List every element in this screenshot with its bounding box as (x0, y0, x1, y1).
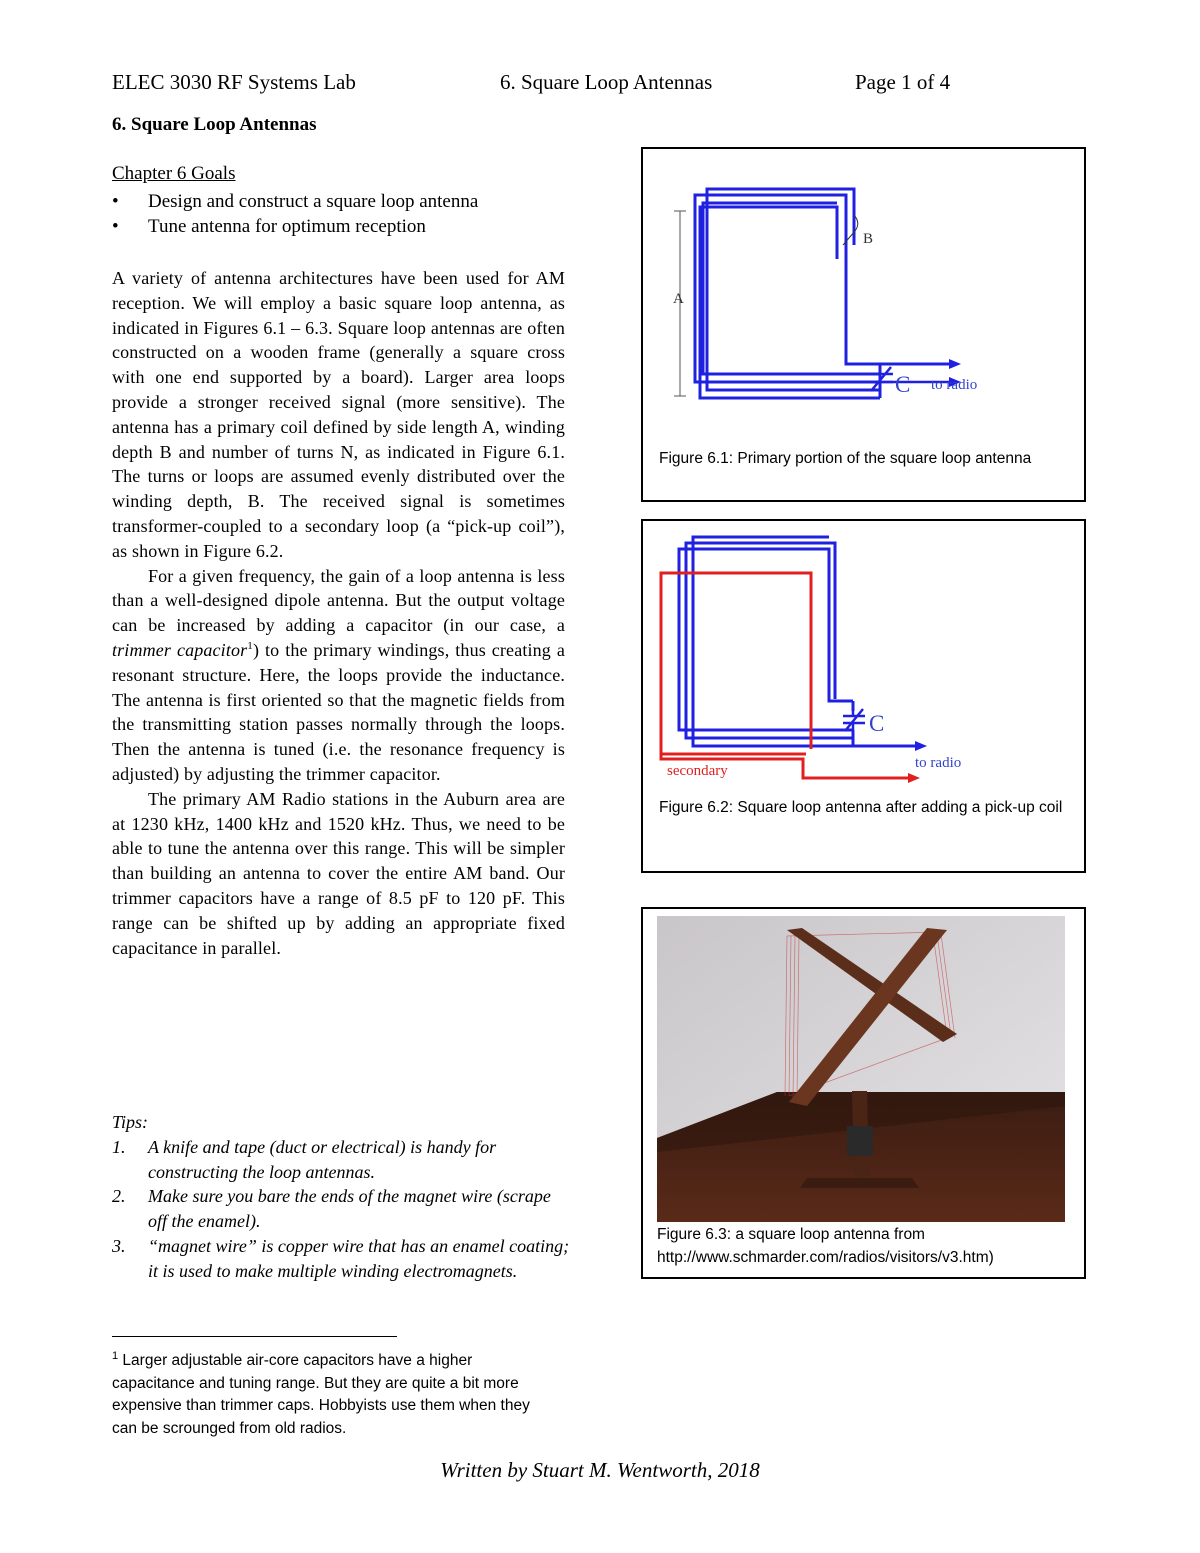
bullet-icon: • (112, 216, 119, 237)
figure-6-1 (641, 147, 1086, 502)
tip-number: 1. (112, 1136, 126, 1157)
footnote (112, 1350, 552, 1440)
goal-text: Tune antenna for optimum reception (148, 216, 426, 237)
arrow-icon (915, 741, 927, 751)
label-to-radio: to radio (915, 755, 962, 771)
primary-loops (695, 189, 953, 398)
label-to-radio: to radio (931, 377, 978, 393)
goal-text: Design and construct a square loop antenna (148, 191, 479, 212)
tip-text: Make sure you bare the ends of the magnet wire (scrape off the enamel). (148, 1186, 551, 1232)
goal-item (112, 191, 478, 213)
footnote-mark: 1 (112, 1349, 119, 1362)
page-title: 6. Square Loop Antennas (112, 114, 317, 135)
tip-item (112, 1234, 572, 1284)
arrow-icon (908, 773, 920, 783)
header-page-number: Page 1 of 4 (855, 70, 951, 94)
header-chapter: 6. Square Loop Antennas (500, 70, 713, 94)
primary-loop-lead (846, 253, 880, 374)
source-url: http://www.schmarder.com/radios/visitors/v3.htm) (657, 1249, 994, 1266)
primary-loop (679, 549, 853, 730)
tips-section (112, 1110, 572, 1284)
paragraph-text: ) to the primary windings, thus creating a resonant structure. Here, the loops provide the inductance. The antenna is first oriented so that the magnetic fields from the transmitting station passes normally through the loops. Then the antenna is tuned (i.e. the resonance frequency is adjusted) by adjusting the trimmer capacitor. (112, 639, 565, 784)
figure-6-3 (641, 907, 1086, 1279)
arrow-icon (949, 359, 961, 369)
trimmer-capacitor-term: trimmer capacitor (112, 639, 248, 660)
tip-item (112, 1135, 572, 1185)
paragraph: A variety of antenna architectures have been used for AM reception. We will employ a basic square loop antenna, as indicated in Figures 6.1 – 6.3. Square loop antennas are often constructed on a wooden frame (generally a square cross with one end supported by a board). Larger area loops provide a stronger received signal (more sensitive). The antenna has a primary coil defined by side length A, winding depth B and number of turns N, as indicated in Figure 6.1. The turns or loops are assumed evenly distributed over the winding depth, B. The received signal is sometimes transformer-coupled to a secondary loop (a “pick-up coil”), as shown in Figure 6.2. (112, 268, 565, 561)
antenna-photo (657, 916, 1065, 1222)
capacitor-symbol (843, 709, 865, 731)
label-b: B (863, 231, 874, 247)
footnote-divider (112, 1336, 397, 1337)
secondary-coil (661, 573, 811, 754)
tip-number: 3. (112, 1235, 126, 1256)
body-text (112, 266, 565, 960)
label-secondary: secondary (667, 763, 728, 779)
tip-text: A knife and tape (duct or electrical) is handy for constructing the loop antennas. (148, 1136, 497, 1182)
tip-text: “magnet wire” is copper wire that has an enamel coating; it is used to make multiple winding electromagnets. (148, 1235, 570, 1281)
tip-item (112, 1184, 572, 1234)
label-c: C (869, 711, 885, 736)
tips-heading: Tips: (112, 1112, 149, 1132)
figure-caption: Figure 6.2: Square loop antenna after adding a pick-up coil (659, 799, 1063, 816)
paragraph: The primary AM Radio stations in the Auburn area are at 1230 kHz, 1400 kHz and 1520 kHz. Thus, we need to be able to tune the antenna over this range. This will be simpler than building an antenna to cover the entire AM band. Our trimmer capacitors have a range of 8.5 pF to 120 pF. This range can be shifted up by adding an appropriate fixed capacitance in parallel. (112, 788, 565, 958)
label-c: C (895, 372, 911, 397)
figure-6-2 (641, 519, 1086, 873)
footer-author: Written by Stuart M. Wentworth, 2018 (440, 1458, 760, 1482)
figure-caption (657, 1223, 1077, 1269)
bullet-icon: • (112, 191, 119, 212)
goals-heading: Chapter 6 Goals (112, 163, 236, 184)
paragraph (112, 564, 565, 787)
footnote-text: Larger adjustable air-core capacitors have a higher capacitance and tuning range. But they are quite a bit more expensive than trimmer caps. Hobbyists use them when they can be scrounged from old radios. (112, 1352, 530, 1437)
label-a: A (673, 291, 684, 307)
footnote-reference: 1 (247, 639, 253, 652)
paragraph-text: For a given frequency, the gain of a loop antenna is less than a well-designed dipole antenna. But the output voltage can be increased by adding a capacitor (in our case, a (112, 565, 565, 636)
primary-loop (707, 189, 880, 390)
header-course: ELEC 3030 RF Systems Lab (112, 70, 356, 94)
primary-loop (695, 195, 880, 382)
tip-number: 2. (112, 1186, 126, 1207)
caption-line: Figure 6.3: a square loop antenna from (657, 1226, 925, 1243)
goal-item (112, 216, 426, 238)
figure-caption: Figure 6.1: Primary portion of the square loop antenna (659, 450, 1032, 467)
